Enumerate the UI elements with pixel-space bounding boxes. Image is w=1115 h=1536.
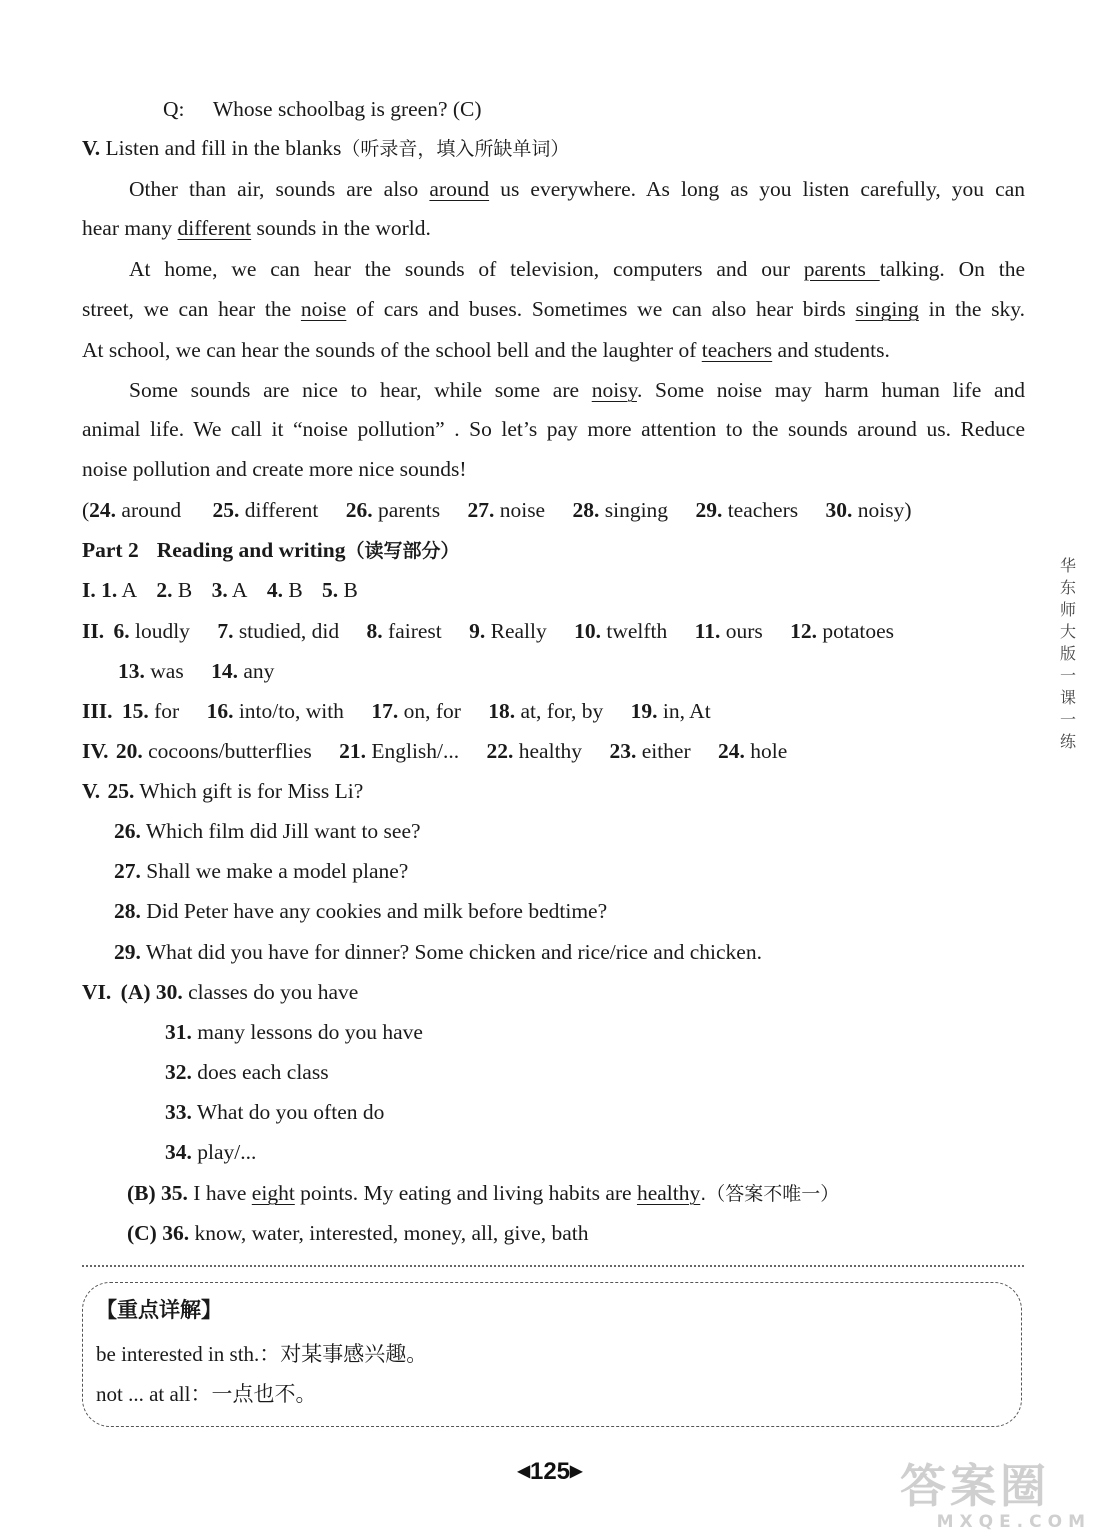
section-v-answer [82,776,363,806]
passage-text: hear many [82,216,178,240]
section-v-answer [114,937,762,967]
page-left-arrow-icon: ◀ [517,1463,530,1480]
passage-text: animal life. We call it “noise pollution” . So let’s pay more attention to the sounds around us. Reduce [82,417,1025,441]
answer-row-24-30 [82,495,911,525]
answer-text: hole [750,739,788,763]
answer-text: noise [499,498,546,522]
watermark-bottom: MXQE.COM [936,1512,1091,1532]
section-number: V. [82,779,101,803]
q-label: Q: [163,97,185,121]
answer-text: does each class [197,1060,329,1084]
answer-blank: eight [251,1181,295,1205]
answer-number: 4. [266,578,283,602]
answer-number: 24. [89,498,117,522]
answer-number: 26. [114,819,141,843]
answer-text: B [343,578,358,602]
answer-number: 12. [790,619,818,643]
section-iii-answers [82,696,711,726]
answer-blank: parents [803,257,880,281]
answer-number: 18. [488,699,516,723]
answer-text: A [231,578,248,602]
answer-number: 20. [115,739,143,763]
answer-text: English/... [371,739,460,763]
passage-line [82,375,1025,405]
answer-text: healthy [518,739,583,763]
answer-blank: noise [300,297,347,321]
section-number: IV. [82,739,109,763]
answer-text: know, water, interested, money, all, give, bath [194,1221,589,1245]
answer-number: 11. [694,619,721,643]
subpart-label: (C) [127,1221,157,1245]
passage-text: At home, we can hear the sounds of television, computers and our [129,257,804,281]
answer-text: twelfth [606,619,668,643]
answer-number: 32. [165,1060,192,1084]
section-number: III. [82,699,113,723]
answer-text: potatoes [822,619,895,643]
answer-number: 31. [165,1020,192,1044]
answer-blank: around [429,177,490,201]
section-vi-answer [165,1017,423,1047]
section-vi-answer [165,1137,256,1167]
section-v-heading [82,133,569,164]
answer-number: 27. [114,859,141,883]
answer-text: classes do you have [188,980,359,1004]
answer-number: 5. [322,578,339,602]
paren: ( [82,498,90,522]
part-title: Part 2 [82,538,139,562]
page-number-text: 125 [529,1458,571,1485]
answer-text: noisy) [857,498,912,522]
answer-blank: singing [855,297,919,321]
answer-number: 19. [630,699,658,723]
answer-number: 28. [572,498,600,522]
answer-text: loudly [134,619,190,643]
answer-text: many lessons do you have [197,1020,423,1044]
section-ii-answers [82,616,894,646]
section-i-answers [82,575,358,605]
answer-blank: noisy [591,378,637,402]
passage-line [82,454,467,484]
watermark-top: 答案圈 [900,1459,1050,1513]
passage-text: of cars and buses. Sometimes we can also hear birds [346,297,856,321]
answer-text: different [244,498,319,522]
answer-text: studied, did [238,619,340,643]
passage-text: Other than air, sounds are also [129,177,430,201]
page-right-arrow-icon: ▶ [570,1463,583,1480]
answer-number: 35. [161,1181,188,1205]
answer-blank: healthy [636,1181,701,1205]
section-vi-answer [82,977,358,1007]
answer-number: 1. [101,578,118,602]
passage-text: Some sounds are nice to hear, while some are [129,378,592,402]
part2-heading [82,535,460,566]
section-number: V. [82,136,101,160]
answer-number: 26. [345,498,373,522]
answer-blank: teachers [701,338,773,362]
q-text: Whose schoolbag is green? (C) [212,97,482,121]
passage-line [82,414,1025,444]
answer-number: 30. [825,498,853,522]
answer-number: 28. [114,899,141,923]
answer-number: 23. [609,739,637,763]
section-vi-c-answer [127,1218,588,1248]
answer-number: 14. [211,659,238,683]
section-v-answer [114,816,421,846]
answer-text: Did Peter have any cookies and milk before bedtime? [146,899,608,923]
passage-line [82,254,1025,284]
answer-number: 15. [121,699,149,723]
dotted-divider [82,1265,1024,1267]
section-vi-answer [165,1057,329,1087]
passage-line [82,213,431,243]
watermark-logo [900,1460,1115,1536]
answer-text: fairest [388,619,442,643]
answer-text: play/... [197,1140,257,1164]
key-point-line: be interested in sth.：对某事感兴趣。 [96,1342,428,1366]
part-subtitle-cn: （读写部分） [345,540,460,562]
section-v-answer [114,896,607,926]
passage-line [82,294,1025,324]
answer-number: 3. [211,578,228,602]
answer-text: any [243,659,275,683]
answer-text: singing [604,498,669,522]
answer-text: around [121,498,182,522]
answer-text: points. My eating and living habits are [294,1181,637,1205]
passage-text: At school, we can hear the sounds of the school bell and the laughter of [82,338,702,362]
passage-text: in the sky. [918,297,1025,321]
answer-number: 29. [695,498,723,522]
key-point-line: not ... at all：一点也不。 [96,1382,317,1406]
answer-number: 17. [371,699,399,723]
answer-text: was [150,659,184,683]
answer-number: 16. [206,699,234,723]
answer-text: at, for, by [520,699,604,723]
answer-number: 7. [217,619,234,643]
answer-number: 25. [107,779,135,803]
passage-text: noise pollution and create more nice sounds! [82,457,467,481]
answer-text: B [288,578,303,602]
answer-text: A [121,578,137,602]
section-number: VI. [82,980,112,1004]
passage-text: sounds in the world. [251,216,431,240]
section-iv-answers [82,736,787,766]
answer-number: 30. [155,980,183,1004]
answer-number: 6. [113,619,130,643]
page-number [500,1458,600,1486]
answer-blank: different [177,216,252,240]
answer-text: on, for [403,699,461,723]
answer-number: 13. [118,659,145,683]
key-points-title: 【重点详解】 [96,1298,222,1322]
passage-text: . Some noise may harm human life and [636,378,1025,402]
answer-text: in, At [662,699,711,723]
passage-text: and students. [772,338,890,362]
answer-text: teachers [727,498,799,522]
question-line [163,94,482,124]
passage-line [82,174,1025,204]
answer-number: 8. [366,619,383,643]
subpart-label: (B) [127,1181,156,1205]
answer-text: cocoons/butterflies [148,739,312,763]
answer-number: 27. [467,498,495,522]
answer-number: 22. [486,739,514,763]
answer-text: ours [725,619,763,643]
answer-text: for [154,699,180,723]
section-vi-b-answer [127,1178,839,1209]
section-title: Listen and fill in the blanks [105,136,342,160]
passage-text: street, we can hear the [82,297,301,321]
answer-number: 9. [469,619,486,643]
section-vi-answer [165,1097,384,1127]
answer-number: 10. [574,619,601,643]
answer-number: 21. [339,739,366,763]
answer-text: parents [378,498,441,522]
answer-text: What did you have for dinner? Some chicken and rice/rice and chicken. [145,940,762,964]
passage-text: talking. On the [879,257,1025,281]
answer-text: I have [193,1181,252,1205]
section-v-answer [114,856,408,886]
answer-text: What do you often do [196,1100,385,1124]
answer-number: 33. [165,1100,192,1124]
passage-text: us everywhere. As long as you listen carefully, you can [489,177,1025,201]
answer-text: into/to, with [238,699,344,723]
answer-text: Which film did Jill want to see? [145,819,421,843]
answer-number: 36. [162,1221,190,1245]
answer-text: Which gift is for Miss Li? [139,779,364,803]
answer-text: either [641,739,691,763]
answer-number: 2. [156,578,173,602]
answer-number: 29. [114,940,141,964]
answer-text: Really [490,619,547,643]
answer-text: Shall we make a model plane? [146,859,409,883]
answer-number: 24. [718,739,745,763]
subpart-label: (A) [120,980,151,1004]
passage-line [82,335,890,365]
side-book-tag: 华东师大版一课一练 [1059,556,1076,751]
section-number: I. [82,578,96,602]
answer-number: 25. [212,498,240,522]
section-title-cn: （听录音，填入所缺单词） [341,138,570,160]
section-ii-answers-row2 [118,656,274,686]
part-subtitle: Reading and writing [156,538,346,562]
section-number: II. [82,619,105,643]
answer-number: 34. [165,1140,192,1164]
answer-text: B [177,578,193,602]
answer-text: .（答案不唯一） [700,1183,840,1205]
